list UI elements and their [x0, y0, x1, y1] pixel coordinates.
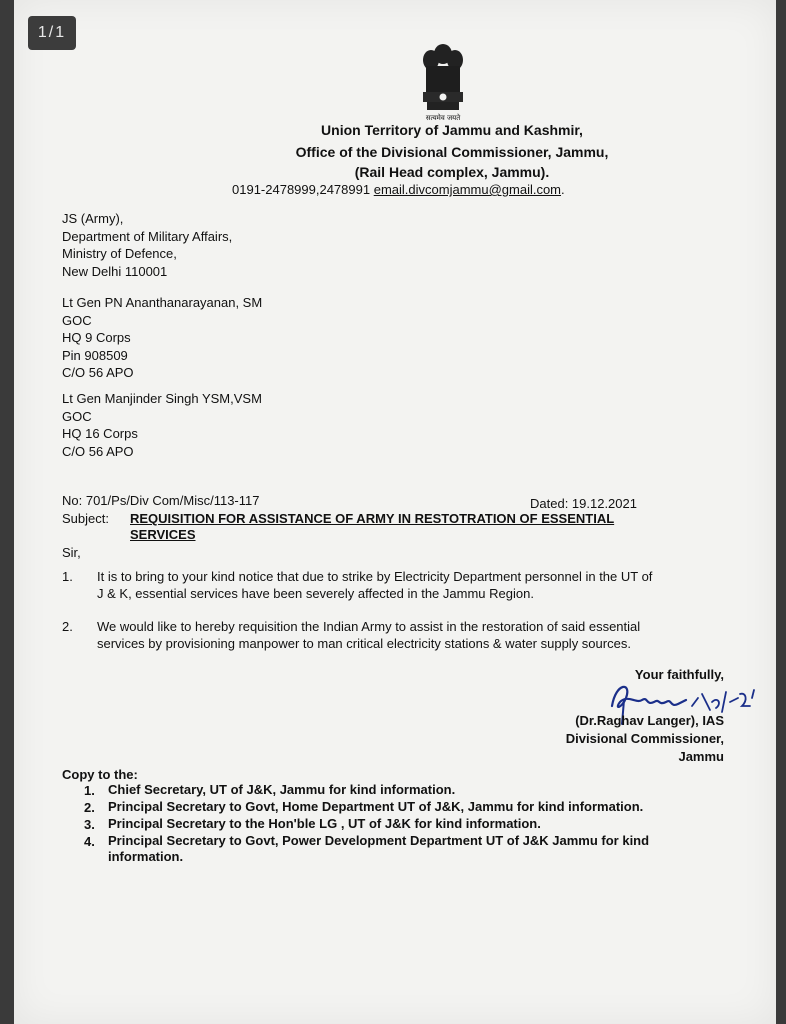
recipient-block-3 [62, 390, 262, 460]
subject-line-1: REQUISITION FOR ASSISTANCE OF ARMY IN RESTOTRATION OF ESSENTIAL [130, 511, 615, 526]
recipient-block-1 [62, 210, 232, 280]
letterhead-line-1: Union Territory of Jammu and Kashmir, [321, 122, 583, 138]
paragraph-number: 1. [62, 569, 73, 584]
signatory-location: Jammu [678, 749, 724, 764]
recipient-block-2 [62, 294, 262, 382]
address-line: HQ 16 Corps [62, 426, 138, 441]
paragraph-line: We would like to hereby requisition the Indian Army to assist in the restoration of said essential [97, 619, 641, 634]
paragraph-2 [97, 618, 640, 652]
paragraph-1 [97, 568, 652, 602]
copy-item [108, 833, 649, 865]
address-line: C/O 56 APO [62, 365, 134, 380]
copy-item: Principal Secretary to the Hon'ble LG , UT of J&K for kind information. [108, 816, 541, 831]
copy-to-title: Copy to the: [62, 767, 138, 782]
paragraph-line: It is to bring to your kind notice that due to strike by Electricity Department personnel in the UT of [97, 569, 653, 584]
page-counter: 1/1 [28, 16, 76, 50]
paragraph-line: services by provisioning manpower to man critical electricity stations & water supply sources. [97, 636, 631, 651]
salutation: Sir, [62, 545, 81, 560]
letterhead-contact [232, 182, 565, 197]
email-trailer: . [561, 182, 565, 197]
letterhead-line-3: (Rail Head complex, Jammu). [354, 164, 550, 180]
signatory-designation: Divisional Commissioner, [565, 731, 724, 746]
address-line: Pin 908509 [62, 347, 128, 363]
copy-item: Chief Secretary, UT of J&K, Jammu for kind information. [108, 782, 456, 797]
paragraph-line: J & K, essential services have been severely affected in the Jammu Region. [97, 586, 534, 601]
address-line: C/O 56 APO [62, 443, 134, 459]
subject-label: Subject: [62, 511, 109, 526]
national-emblem-icon [414, 42, 472, 124]
address-line: Lt Gen Manjinder Singh YSM,VSM [62, 391, 262, 406]
subject-line-2: SERVICES [130, 527, 196, 542]
copy-item-number: 3. [84, 817, 95, 832]
emblem-caption: सत्यमेव जयते [425, 114, 461, 122]
address-line: Department of Military Affairs, [62, 228, 233, 244]
address-line: GOC [62, 312, 92, 328]
email-link[interactable]: email.divcomjammu@gmail.com [373, 182, 562, 197]
paragraph-number: 2. [62, 619, 73, 634]
address-line: GOC [62, 408, 92, 424]
subject-text [130, 511, 614, 543]
address-line: JS (Army), [62, 211, 124, 226]
copy-item-number: 1. [84, 783, 95, 798]
copy-item: Principal Secretary to Govt, Home Department UT of J&K, Jammu for kind information. [108, 799, 644, 814]
phone-numbers: 0191-2478999,2478991 [232, 182, 371, 197]
signatory-name: (Dr.Raghav Langer), IAS [575, 713, 724, 728]
letterhead-line-2: Office of the Divisional Commissioner, Jammu, [295, 144, 609, 160]
copy-item-number: 4. [84, 834, 95, 849]
copy-item-number: 2. [84, 800, 95, 815]
reference-date: Dated: 19.12.2021 [530, 496, 637, 511]
copy-item-line: information. [108, 849, 184, 864]
valediction: Your faithfully, [634, 667, 724, 682]
reference-number: No: 701/Ps/Div Com/Misc/113-117 [62, 493, 260, 508]
address-line: Lt Gen PN Ananthanarayanan, SM [62, 295, 263, 310]
address-line: Ministry of Defence, [62, 246, 177, 261]
document-page [14, 0, 776, 1024]
copy-item-line: Principal Secretary to Govt, Power Development Department UT of J&K Jammu for kind [108, 833, 650, 848]
address-line: New Delhi 110001 [62, 263, 168, 279]
address-line: HQ 9 Corps [62, 330, 131, 345]
